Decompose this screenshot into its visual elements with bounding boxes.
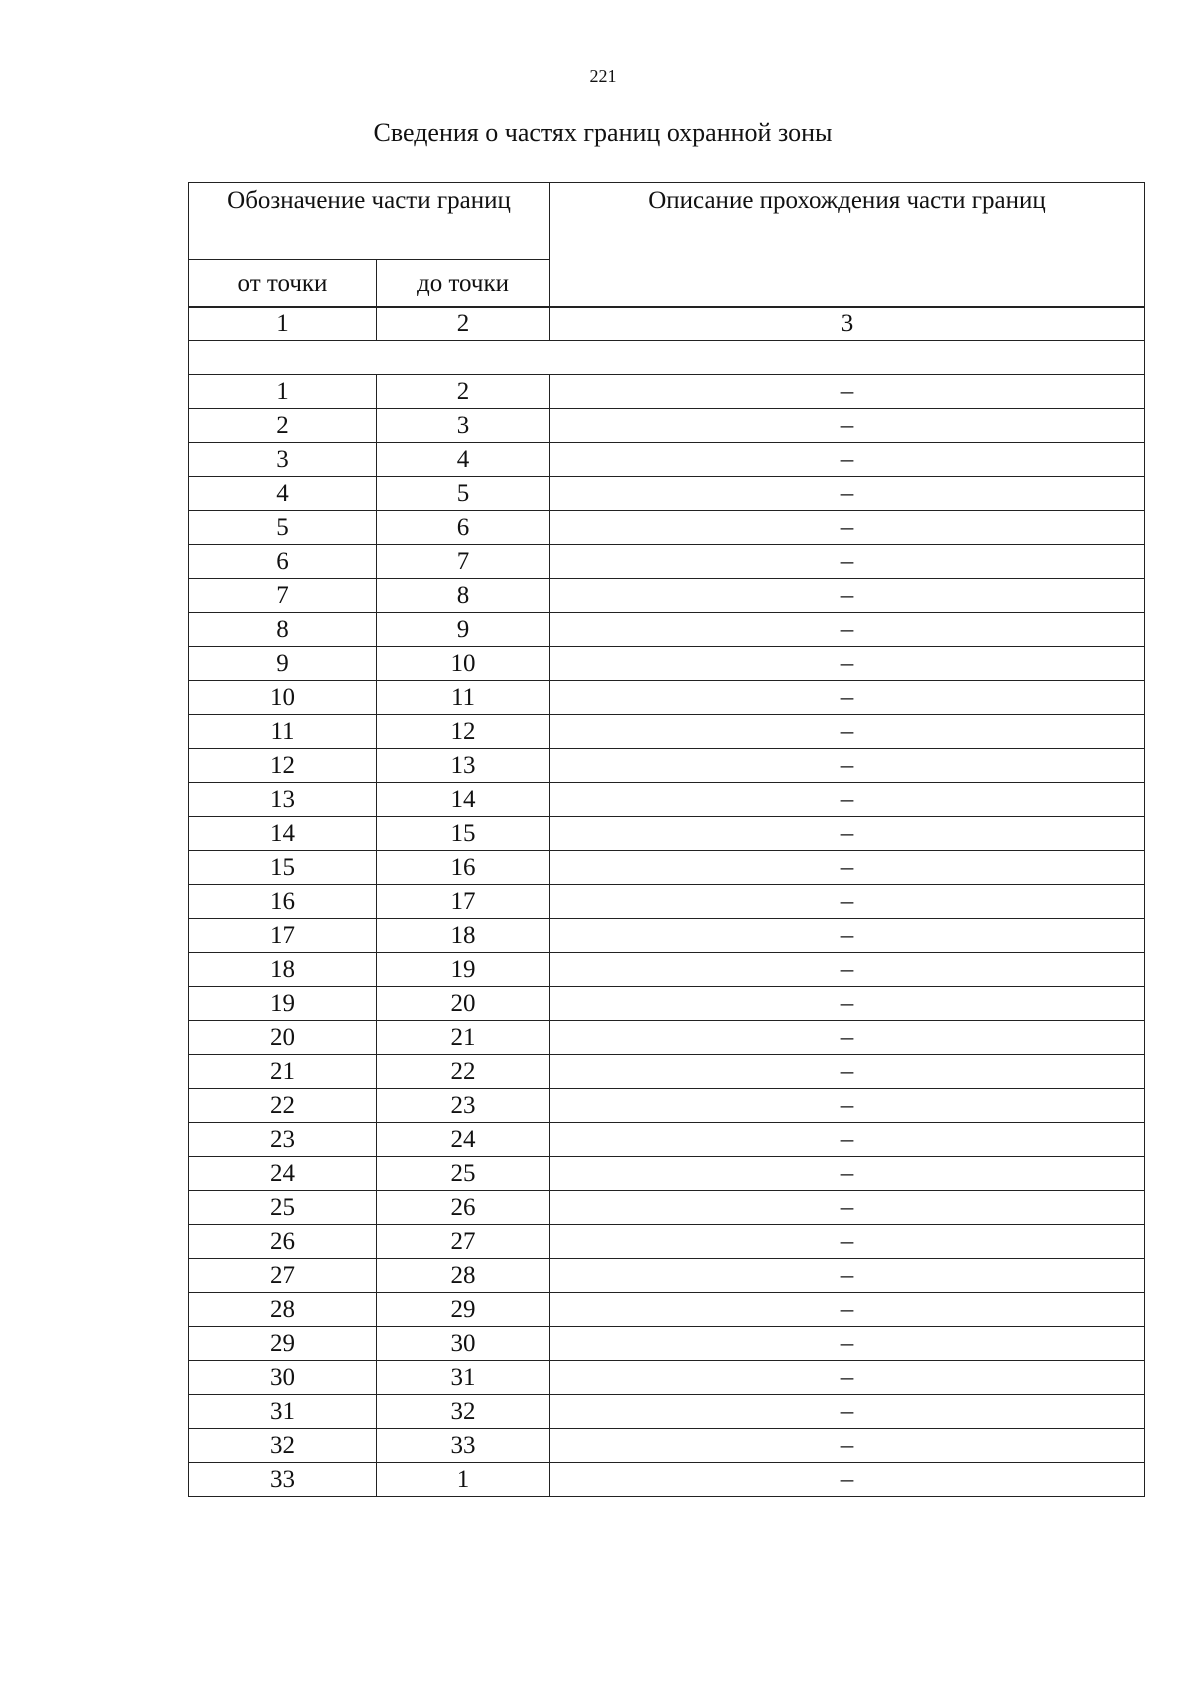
- from-point-cell: 26: [189, 1225, 377, 1259]
- table-row: [189, 1157, 1145, 1191]
- from-point-cell: 2: [189, 409, 377, 443]
- to-point-cell: 32: [377, 1395, 550, 1429]
- from-point-cell: 20: [189, 1021, 377, 1055]
- from-point-cell: 23: [189, 1123, 377, 1157]
- to-point-cell: 24: [377, 1123, 550, 1157]
- from-point-cell: 28: [189, 1293, 377, 1327]
- column-number: 2: [377, 307, 550, 341]
- table-row: [189, 953, 1145, 987]
- description-cell: –: [550, 1089, 1145, 1123]
- to-point-cell: 23: [377, 1089, 550, 1123]
- from-point-cell: 25: [189, 1191, 377, 1225]
- description-cell: –: [550, 1259, 1145, 1293]
- table-row: [189, 783, 1145, 817]
- from-point-cell: 10: [189, 681, 377, 715]
- description-cell: –: [550, 613, 1145, 647]
- boundary-parts-table: [188, 306, 1145, 1497]
- to-point-cell: 20: [377, 987, 550, 1021]
- from-point-cell: 33: [189, 1463, 377, 1497]
- table-row: [189, 1327, 1145, 1361]
- to-point-cell: 25: [377, 1157, 550, 1191]
- table-row: [189, 817, 1145, 851]
- description-cell: –: [550, 681, 1145, 715]
- to-point-cell: 17: [377, 885, 550, 919]
- to-point-cell: 7: [377, 545, 550, 579]
- column-number: 1: [189, 307, 377, 341]
- table-row: [189, 511, 1145, 545]
- from-point-cell: 7: [189, 579, 377, 613]
- table-row: [189, 647, 1145, 681]
- from-point-cell: 3: [189, 443, 377, 477]
- description-cell: –: [550, 715, 1145, 749]
- to-point-cell: 14: [377, 783, 550, 817]
- from-point-cell: 14: [189, 817, 377, 851]
- from-point-cell: 5: [189, 511, 377, 545]
- from-point-cell: 15: [189, 851, 377, 885]
- from-point-cell: 1: [189, 375, 377, 409]
- table-row: [189, 1293, 1145, 1327]
- to-point-cell: 30: [377, 1327, 550, 1361]
- header-from-point: от точки: [189, 260, 377, 308]
- to-point-cell: 15: [377, 817, 550, 851]
- description-cell: –: [550, 579, 1145, 613]
- from-point-cell: 16: [189, 885, 377, 919]
- description-cell: –: [550, 1157, 1145, 1191]
- table-row: [189, 1123, 1145, 1157]
- description-cell: –: [550, 511, 1145, 545]
- description-cell: –: [550, 409, 1145, 443]
- from-point-cell: 27: [189, 1259, 377, 1293]
- from-point-cell: 18: [189, 953, 377, 987]
- to-point-cell: 16: [377, 851, 550, 885]
- column-number-row: [189, 307, 1145, 341]
- page-title: Сведения о частях границ охранной зоны: [373, 118, 833, 147]
- description-cell: –: [550, 987, 1145, 1021]
- table-row: [189, 1225, 1145, 1259]
- from-point-cell: 13: [189, 783, 377, 817]
- table-row: [189, 545, 1145, 579]
- to-point-cell: 10: [377, 647, 550, 681]
- table-row: [189, 1361, 1145, 1395]
- description-cell: –: [550, 1395, 1145, 1429]
- to-point-cell: 3: [377, 409, 550, 443]
- to-point-cell: 27: [377, 1225, 550, 1259]
- to-point-cell: 28: [377, 1259, 550, 1293]
- to-point-cell: 19: [377, 953, 550, 987]
- to-point-cell: 11: [377, 681, 550, 715]
- description-cell: –: [550, 1327, 1145, 1361]
- table-row: [189, 477, 1145, 511]
- header-boundary-part-designation: Обозначение части границ: [189, 183, 550, 260]
- table-row: [189, 749, 1145, 783]
- to-point-cell: 31: [377, 1361, 550, 1395]
- column-number: 3: [550, 307, 1145, 341]
- from-point-cell: 9: [189, 647, 377, 681]
- table-row: [189, 851, 1145, 885]
- description-cell: –: [550, 1055, 1145, 1089]
- description-cell: –: [550, 1021, 1145, 1055]
- description-cell: –: [550, 1463, 1145, 1497]
- from-point-cell: 6: [189, 545, 377, 579]
- to-point-cell: 33: [377, 1429, 550, 1463]
- table-row: [189, 1089, 1145, 1123]
- description-cell: –: [550, 1123, 1145, 1157]
- from-point-cell: 24: [189, 1157, 377, 1191]
- table-row: [189, 715, 1145, 749]
- table-row: [189, 443, 1145, 477]
- description-cell: –: [550, 1429, 1145, 1463]
- from-point-cell: 21: [189, 1055, 377, 1089]
- to-point-cell: 6: [377, 511, 550, 545]
- from-point-cell: 31: [189, 1395, 377, 1429]
- to-point-cell: 5: [377, 477, 550, 511]
- table-row: [189, 579, 1145, 613]
- to-point-cell: 2: [377, 375, 550, 409]
- table-row: [189, 375, 1145, 409]
- blank-cell: [189, 341, 1145, 375]
- description-cell: –: [550, 953, 1145, 987]
- to-point-cell: 8: [377, 579, 550, 613]
- from-point-cell: 30: [189, 1361, 377, 1395]
- from-point-cell: 19: [189, 987, 377, 1021]
- to-point-cell: 26: [377, 1191, 550, 1225]
- to-point-cell: 22: [377, 1055, 550, 1089]
- table-row: [189, 1429, 1145, 1463]
- table-row: [189, 1395, 1145, 1429]
- description-cell: –: [550, 477, 1145, 511]
- page-number: 221: [589, 66, 617, 86]
- blank-row: [189, 341, 1145, 375]
- table-row: [189, 1021, 1145, 1055]
- description-cell: –: [550, 749, 1145, 783]
- description-cell: –: [550, 443, 1145, 477]
- to-point-cell: 29: [377, 1293, 550, 1327]
- from-point-cell: 22: [189, 1089, 377, 1123]
- to-point-cell: 12: [377, 715, 550, 749]
- description-cell: –: [550, 919, 1145, 953]
- to-point-cell: 21: [377, 1021, 550, 1055]
- from-point-cell: 32: [189, 1429, 377, 1463]
- table-row: [189, 409, 1145, 443]
- description-cell: –: [550, 783, 1145, 817]
- from-point-cell: 8: [189, 613, 377, 647]
- table-row: [189, 1463, 1145, 1497]
- to-point-cell: 4: [377, 443, 550, 477]
- description-cell: –: [550, 545, 1145, 579]
- to-point-cell: 13: [377, 749, 550, 783]
- description-cell: –: [550, 1361, 1145, 1395]
- table-row: [189, 1259, 1145, 1293]
- table-row: [189, 885, 1145, 919]
- table-row: [189, 1191, 1145, 1225]
- table-row: [189, 681, 1145, 715]
- to-point-cell: 18: [377, 919, 550, 953]
- description-cell: –: [550, 885, 1145, 919]
- header-boundary-description: Описание прохождения части границ: [550, 183, 1145, 308]
- from-point-cell: 29: [189, 1327, 377, 1361]
- from-point-cell: 17: [189, 919, 377, 953]
- description-cell: –: [550, 817, 1145, 851]
- description-cell: –: [550, 1191, 1145, 1225]
- to-point-cell: 1: [377, 1463, 550, 1497]
- from-point-cell: 11: [189, 715, 377, 749]
- description-cell: –: [550, 1225, 1145, 1259]
- table-row: [189, 987, 1145, 1021]
- description-cell: –: [550, 375, 1145, 409]
- description-cell: –: [550, 1293, 1145, 1327]
- to-point-cell: 9: [377, 613, 550, 647]
- table-row: [189, 1055, 1145, 1089]
- table-header: [188, 182, 1145, 308]
- description-cell: –: [550, 851, 1145, 885]
- table-row: [189, 613, 1145, 647]
- table-row: [189, 919, 1145, 953]
- from-point-cell: 4: [189, 477, 377, 511]
- header-to-point: до точки: [377, 260, 550, 308]
- from-point-cell: 12: [189, 749, 377, 783]
- description-cell: –: [550, 647, 1145, 681]
